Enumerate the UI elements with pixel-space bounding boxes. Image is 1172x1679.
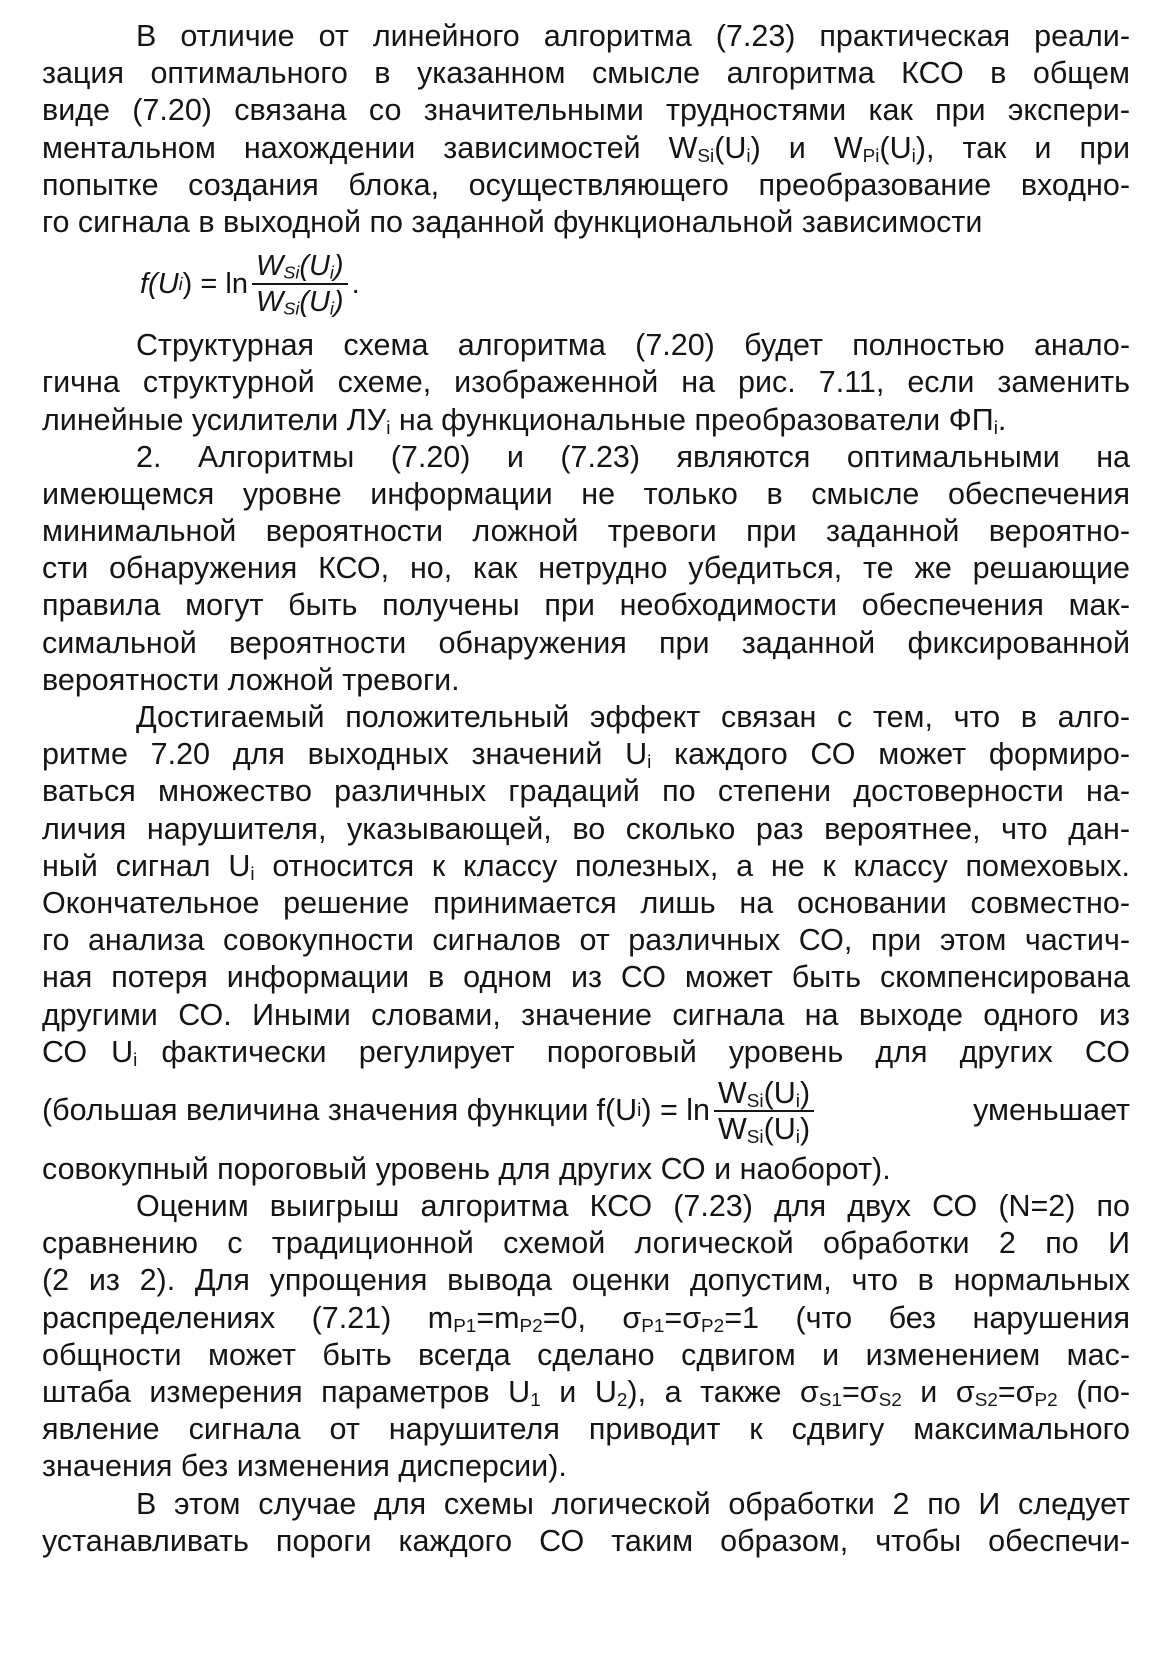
text-line: значения без изменения дисперсии).: [42, 1449, 567, 1484]
text-line: виде (7.20) связана со значительными трудностями как при экспери-: [42, 93, 1130, 128]
paragraph-5: [42, 1188, 1130, 1486]
text-line: ритме 7.20 для выходных значений $U_i$ каждого СО может формиро-: [42, 737, 1130, 773]
paragraph-2: [42, 327, 1130, 439]
formula-inline: (большая величина значения функции f(U i ) = ln $\frac{W_{Si}(U_i)}{W_{Si}(U_i)}$ уменьшает: [42, 1075, 1130, 1148]
fraction: [714, 1076, 814, 1146]
text-line: вероятности ложной тревоги.: [42, 662, 460, 697]
text-line: явление сигнала от нарушителя приводит к сдвигу максимального: [42, 1412, 1130, 1447]
text-line: В этом случае для схемы логической обработки 2 по И следует: [136, 1486, 1130, 1521]
fraction-denominator: $W_{Si}(U_i)$: [718, 1111, 811, 1148]
text-line: личия нарушителя, указывающей, во сколько раз вероятнее, что дан-: [42, 811, 1130, 846]
text-line: другими СО. Иными словами, значение сигнала на выходе одного из: [42, 997, 1130, 1032]
text-line: линейные усилители $ЛУ_i$ на функциональные преобразователи $ФП_i$.: [42, 402, 1007, 439]
text-line: попытке создания блока, осуществляющего преобразование входно-: [42, 167, 1130, 202]
text-line: сти обнаружения КСО, но, как нетрудно убедиться, те же решающие: [42, 551, 1130, 586]
document-page: [42, 18, 1130, 1560]
text-line: минимальной вероятности ложной тревоги при заданной вероятно-: [42, 514, 1130, 549]
text-line: зация оптимального в указанном смысле алгоритма КСО в общем: [42, 56, 1130, 91]
text-line: симальной вероятности обнаружения при заданной фиксированной: [42, 625, 1130, 660]
text-line: правила могут быть получены при необходимости обеспечения мак-: [42, 588, 1130, 623]
text-line: В отличие от линейного алгоритма (7.23) практическая реали-: [136, 19, 1130, 53]
text-line: сравнению с традиционной схемой логической обработки 2 по И: [42, 1226, 1130, 1261]
fraction-numerator: $W_{Si}(U_i)$: [252, 249, 348, 285]
fraction: [252, 249, 348, 319]
text-line: Окончательное решение принимается лишь на основании совместно-: [42, 885, 1130, 920]
text-line: го сигнала в выходной по заданной функциональной зависимости: [42, 204, 983, 239]
text-line: гична структурной схеме, изображенной на рис. 7.11, если заменить: [42, 365, 1130, 400]
paragraph-3: [42, 439, 1130, 699]
text-line: устанавливать пороги каждого СО таким образом, чтобы обеспечи-: [42, 1523, 1130, 1558]
fraction-denominator: $W_{Si}(U_i)$: [255, 286, 344, 319]
paragraph-1: [42, 18, 1130, 241]
text-line: Оценим выигрыш алгоритма КСО (7.23) для двух СО (N=2) по: [136, 1189, 1130, 1224]
text-line: штаба измерения параметров $U_1$ и $U_2$), а также $\sigma_{S1}=\sigma_{S2}$ и $\sigma_{S2}=\sigma_{P2}$ (по-: [42, 1375, 1131, 1411]
text-line: общности может быть всегда сделано сдвигом и изменением мас-: [42, 1337, 1130, 1372]
text-line: ная потеря информации в одном из СО может быть скомпенсирована: [42, 960, 1130, 995]
text-line: СО $U_i$ фактически регулирует пороговый уровень для других СО: [42, 1034, 1130, 1071]
paragraph-6: [42, 1486, 1130, 1560]
text-line: 2. Алгоритмы (7.20) и (7.23) являются оптимальными на: [136, 439, 1130, 474]
paragraph-4: [42, 699, 1130, 1188]
text-line: (2 из 2). Для упрощения вывода оценки допустим, что в нормальных: [42, 1263, 1130, 1298]
fraction-numerator: $W_{Si}(U_i)$: [714, 1076, 814, 1112]
text-line: го анализа совокупности сигналов от различных СО, при этом частич-: [42, 923, 1130, 958]
text-line: имеющемся уровне информации не только в смысле обеспечения: [42, 476, 1130, 511]
text-line: распределениях (7.21) $m_{P1}=m_{P2}=0$, $\sigma_{P1}=\sigma_{P2}=1$ (что без нарушения: [42, 1300, 1130, 1337]
text-line: Достигаемый положительный эффект связан с тем, что в алго-: [136, 700, 1130, 734]
formula-f-ui: f(U i ) = ln $\frac{W_{Si}(U_i)}{W_{Si}(U_i)}$ .: [140, 250, 360, 319]
text-line: ментальном нахождении зависимостей $W_{Si}(U_i)$ и $W_{Pi}(U_i)$, так и при: [42, 130, 1130, 167]
text-line: ваться множество различных градаций по степени достоверности на-: [42, 774, 1130, 809]
text-line: Структурная схема алгоритма (7.20) будет полностью анало-: [136, 328, 1130, 363]
text-line: совокупный пороговый уровень для других СО и наоборот).: [42, 1151, 891, 1186]
text-line: ный сигнал $U_i$ относится к классу полезных, а не к классу помеховых.: [42, 848, 1130, 885]
